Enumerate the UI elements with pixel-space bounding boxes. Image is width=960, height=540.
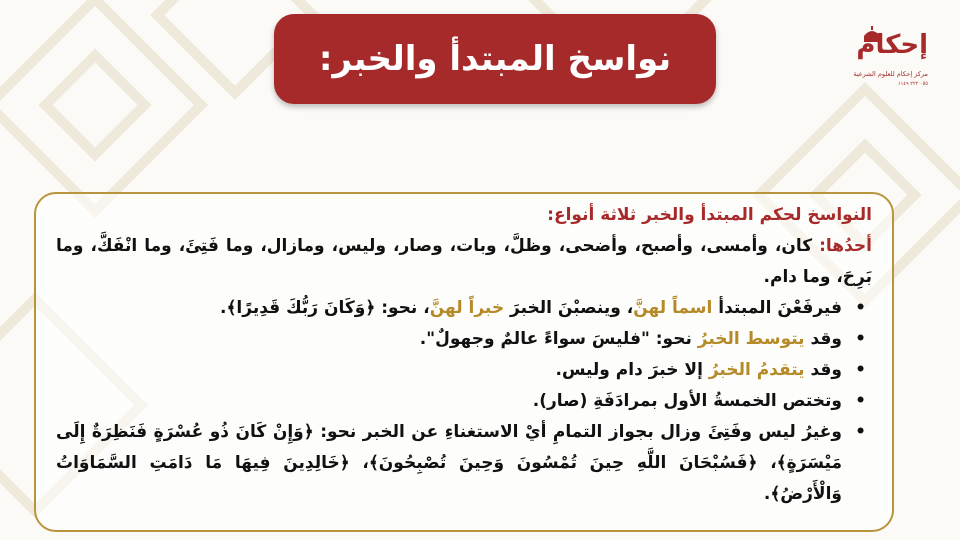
logo-text: إحكام	[856, 30, 928, 60]
bullet-highlight: يتوسط الخبرُ	[697, 329, 805, 349]
bullet-highlight: خبراً لهنَّ	[429, 298, 505, 318]
bullet-text: فيرفَعْنَ المبتدأ	[712, 298, 842, 318]
content-box	[34, 192, 894, 532]
title-banner	[274, 14, 716, 104]
intro-label: أحدُها:	[819, 236, 872, 256]
bullet-highlight: يتقدمُ الخبرُ	[708, 360, 805, 380]
list-item	[56, 324, 872, 355]
list-item	[56, 386, 872, 417]
bullet-text: نحو: "فليسَ سواءً عالمٌ وجهولٌ".	[419, 329, 698, 349]
logo-contact: ٠٥٥ ٢٢٢ ١١٤٩	[897, 81, 928, 87]
bullet-text: إلا خبرَ دام وليس.	[555, 360, 709, 380]
list-item	[56, 355, 872, 386]
page-title: نواسخ المبتدأ والخبر:	[318, 39, 672, 79]
bullet-text: وقد	[804, 360, 842, 380]
bullet-highlight: اسماً لهنَّ	[633, 298, 713, 318]
section-heading: النواسخ لحكم المبتدأ والخبر ثلاثة أنواع:	[547, 205, 872, 225]
logo	[848, 26, 928, 96]
bullet-text: وقد	[804, 329, 842, 349]
bullet-text: ، نحو: ﴿وَكَانَ رَبُّكَ قَدِيرًا﴾.	[220, 298, 430, 318]
list-item	[56, 293, 872, 324]
logo-subtitle: مركز إحكام للعلوم الشرعية	[853, 70, 928, 78]
bullet-text: وغيرُ ليس وفَتِئَ وزال بجواز التمامِ أيْ الاستغناءِ عن الخبر نحو: ﴿وَإِنْ كَانَ ذُو عُسْرَةٍ فَنَظِرَةٌ إِلَى مَيْسَرَةٍ﴾، ﴿فَسُبْحَانَ اللَّهِ حِينَ تُمْسُونَ وَحِينَ تُصْبِحُونَ﴾، ﴿خَالِدِينَ فِيهَا مَا دَامَتِ السَّمَاوَاتُ وَالْأَرْضُ﴾.	[56, 422, 842, 504]
list-item	[56, 417, 872, 510]
intro-text: كان، وأمسى، وأصبح، وأضحى، وظلَّ، وبات، وصار، وليس، ومازال، وما فَتِئَ، وما انْفَكَّ، وما بَرِحَ، وما دام.	[56, 236, 872, 287]
rules-list	[56, 293, 872, 510]
bullet-text: وتختص الخمسةُ الأول بمرادَفَةِ (صار).	[532, 391, 842, 411]
bullet-text: ، وينصبْنَ الخبرَ	[504, 298, 634, 318]
intro-paragraph	[56, 231, 872, 293]
